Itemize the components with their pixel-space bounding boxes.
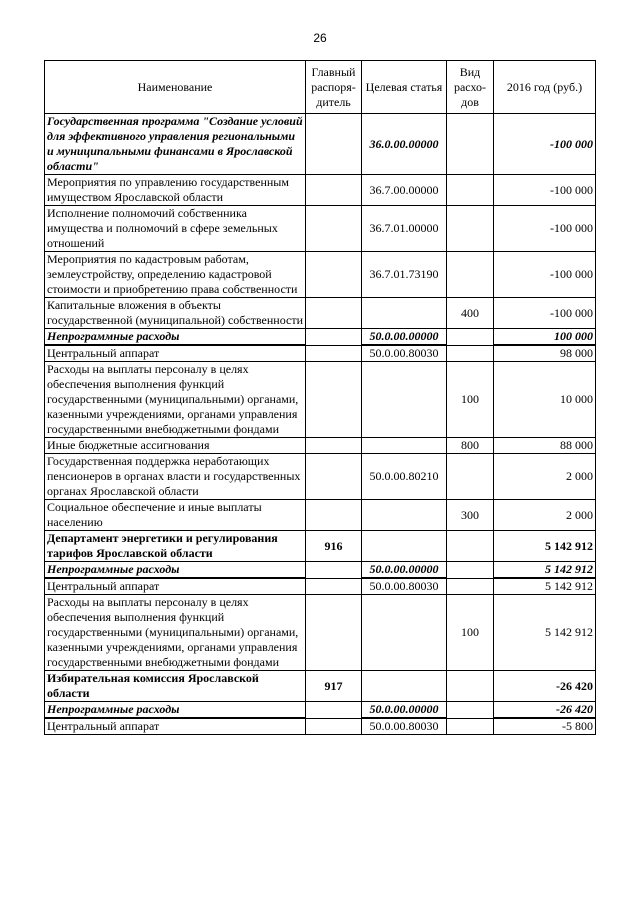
table-row xyxy=(45,252,596,298)
cell-manager: 917 xyxy=(306,671,362,702)
cell-target-code: 36.7.01.00000 xyxy=(362,206,447,252)
cell-target-code xyxy=(362,500,447,531)
cell-expense-type: 300 xyxy=(447,500,494,531)
cell-expense-type xyxy=(447,702,494,719)
cell-amount: 10 000 xyxy=(494,362,596,438)
cell-expense-type xyxy=(447,345,494,362)
cell-name: Капитальные вложения в объекты государственной (муниципальной) собственности xyxy=(45,298,306,329)
cell-manager: 916 xyxy=(306,531,362,562)
table-row xyxy=(45,362,596,438)
cell-manager xyxy=(306,114,362,175)
table-row xyxy=(45,454,596,500)
table-row xyxy=(45,531,596,562)
cell-target-code: 50.0.00.00000 xyxy=(362,562,447,579)
cell-target-code: 36.7.00.00000 xyxy=(362,175,447,206)
cell-amount: -100 000 xyxy=(494,252,596,298)
cell-name: Расходы на выплаты персоналу в целях обеспечения выполнения функций государственными (муниципальными) органами, казенными учреждениями, органами управления государственными внебюджетными фондами xyxy=(45,362,306,438)
cell-expense-type xyxy=(447,175,494,206)
cell-expense-type: 800 xyxy=(447,438,494,454)
page-number: 26 xyxy=(313,31,327,45)
cell-manager xyxy=(306,362,362,438)
table-row xyxy=(45,671,596,702)
cell-manager xyxy=(306,702,362,719)
cell-expense-type xyxy=(447,562,494,579)
cell-target-code: 50.0.00.80030 xyxy=(362,345,447,362)
cell-target-code: 50.0.00.80030 xyxy=(362,718,447,735)
cell-target-code: 50.0.00.00000 xyxy=(362,702,447,719)
header-manager: Главный распоря-дитель xyxy=(306,61,362,114)
cell-expense-type xyxy=(447,454,494,500)
table-row xyxy=(45,329,596,346)
cell-expense-type xyxy=(447,671,494,702)
cell-name: Избирательная комиссия Ярославской области xyxy=(45,671,306,702)
table-row xyxy=(45,595,596,671)
cell-name: Центральный аппарат xyxy=(45,345,306,362)
cell-manager xyxy=(306,578,362,595)
cell-name: Центральный аппарат xyxy=(45,578,306,595)
cell-amount: 98 000 xyxy=(494,345,596,362)
cell-amount: 100 000 xyxy=(494,329,596,346)
cell-target-code: 50.0.00.00000 xyxy=(362,329,447,346)
table-row xyxy=(45,206,596,252)
cell-manager xyxy=(306,329,362,346)
cell-manager xyxy=(306,595,362,671)
cell-manager xyxy=(306,345,362,362)
cell-amount: 2 000 xyxy=(494,500,596,531)
cell-manager xyxy=(306,438,362,454)
cell-manager xyxy=(306,298,362,329)
cell-expense-type xyxy=(447,329,494,346)
cell-name: Департамент энергетики и регулирования тарифов Ярославской области xyxy=(45,531,306,562)
cell-name: Центральный аппарат xyxy=(45,718,306,735)
cell-amount: 88 000 xyxy=(494,438,596,454)
header-amount: 2016 год (руб.) xyxy=(494,61,596,114)
cell-name: Мероприятия по управлению государственным имуществом Ярославской области xyxy=(45,175,306,206)
table-row xyxy=(45,345,596,362)
cell-name: Иные бюджетные ассигнования xyxy=(45,438,306,454)
cell-name: Непрограммные расходы xyxy=(45,562,306,579)
cell-target-code: 50.0.00.80210 xyxy=(362,454,447,500)
cell-amount: 5 142 912 xyxy=(494,595,596,671)
table-row xyxy=(45,114,596,175)
cell-name: Мероприятия по кадастровым работам, землеустройству, определению кадастровой стоимости и приобретению права собственности xyxy=(45,252,306,298)
cell-name: Непрограммные расходы xyxy=(45,329,306,346)
cell-manager xyxy=(306,500,362,531)
cell-target-code: 36.0.00.00000 xyxy=(362,114,447,175)
cell-manager xyxy=(306,252,362,298)
cell-target-code xyxy=(362,531,447,562)
cell-name: Расходы на выплаты персоналу в целях обеспечения выполнения функций государственными (муниципальными) органами, казенными учреждениями, органами управления государственными внебюджетными фондами xyxy=(45,595,306,671)
cell-name: Социальное обеспечение и иные выплаты населению xyxy=(45,500,306,531)
cell-target-code xyxy=(362,362,447,438)
table-row xyxy=(45,702,596,719)
table-row xyxy=(45,438,596,454)
cell-name: Исполнение полномочий собственника имущества и полномочий в сфере земельных отношений xyxy=(45,206,306,252)
table-row xyxy=(45,500,596,531)
cell-expense-type: 100 xyxy=(447,362,494,438)
cell-amount: -26 420 xyxy=(494,671,596,702)
cell-expense-type xyxy=(447,718,494,735)
header-name: Наименование xyxy=(45,61,306,114)
cell-expense-type xyxy=(447,578,494,595)
cell-amount: 5 142 912 xyxy=(494,578,596,595)
table-row xyxy=(45,562,596,579)
header-type: Вид расхо-дов xyxy=(447,61,494,114)
cell-expense-type xyxy=(447,206,494,252)
cell-amount: 5 142 912 xyxy=(494,531,596,562)
cell-manager xyxy=(306,175,362,206)
cell-amount: 2 000 xyxy=(494,454,596,500)
cell-name: Государственная программа "Создание условий для эффективного управления региональными и муниципальными финансами в Ярославской области" xyxy=(45,114,306,175)
cell-manager xyxy=(306,718,362,735)
table-row xyxy=(45,578,596,595)
cell-name: Непрограммные расходы xyxy=(45,702,306,719)
cell-target-code xyxy=(362,438,447,454)
cell-manager xyxy=(306,206,362,252)
header-target: Целевая статья xyxy=(362,61,447,114)
cell-target-code xyxy=(362,298,447,329)
cell-target-code xyxy=(362,595,447,671)
cell-manager xyxy=(306,562,362,579)
cell-target-code: 36.7.01.73190 xyxy=(362,252,447,298)
budget-table xyxy=(44,60,596,735)
cell-amount: -100 000 xyxy=(494,298,596,329)
cell-expense-type xyxy=(447,531,494,562)
cell-expense-type xyxy=(447,114,494,175)
cell-amount: -5 800 xyxy=(494,718,596,735)
cell-amount: -100 000 xyxy=(494,206,596,252)
cell-amount: 5 142 912 xyxy=(494,562,596,579)
table-header-row xyxy=(45,61,596,114)
cell-name: Государственная поддержка неработающих пенсионеров в органах власти и государственных органах Ярославской области xyxy=(45,454,306,500)
cell-target-code xyxy=(362,671,447,702)
cell-amount: -26 420 xyxy=(494,702,596,719)
cell-expense-type: 400 xyxy=(447,298,494,329)
cell-amount: -100 000 xyxy=(494,114,596,175)
table-row xyxy=(45,175,596,206)
cell-expense-type: 100 xyxy=(447,595,494,671)
cell-target-code: 50.0.00.80030 xyxy=(362,578,447,595)
table-row xyxy=(45,718,596,735)
table-row xyxy=(45,298,596,329)
cell-amount: -100 000 xyxy=(494,175,596,206)
cell-expense-type xyxy=(447,252,494,298)
cell-manager xyxy=(306,454,362,500)
